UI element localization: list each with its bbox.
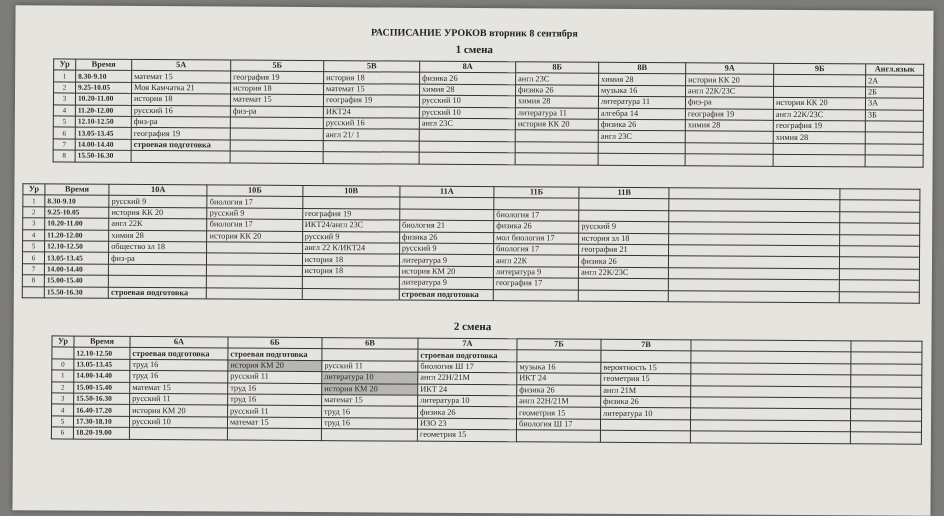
lesson-cell: география 17 bbox=[493, 278, 578, 290]
lesson-cell: математ 15 bbox=[132, 71, 231, 83]
lesson-time: 14.00-14.40 bbox=[74, 370, 130, 382]
lesson-cell bbox=[517, 350, 601, 362]
lesson-cell: история КК 20 bbox=[207, 230, 302, 242]
lesson-cell: физика 26 bbox=[418, 407, 517, 419]
column-header: 11А bbox=[400, 186, 494, 198]
lesson-number: 1 bbox=[54, 70, 76, 82]
lesson-cell bbox=[598, 153, 685, 165]
lesson-cell: Моя Камчатка 21 bbox=[132, 82, 231, 94]
column-header: 7Б bbox=[517, 339, 601, 351]
lesson-cell: химия 28 bbox=[109, 230, 207, 242]
lesson-cell: биология 21 bbox=[399, 220, 493, 232]
column-header: Время bbox=[74, 336, 130, 348]
lesson-cell bbox=[851, 375, 922, 387]
lesson-cell: литература 9 bbox=[399, 277, 493, 289]
schedule-table-shift1-senior bbox=[22, 183, 921, 303]
lesson-cell: 3А bbox=[865, 98, 923, 110]
lesson-cell bbox=[207, 265, 302, 277]
lesson-number bbox=[22, 286, 44, 298]
column-header: 5А bbox=[132, 59, 231, 71]
column-header: Ур bbox=[54, 59, 76, 71]
column-header: 8А bbox=[420, 61, 516, 73]
lesson-number: 3 bbox=[23, 218, 45, 230]
lesson-cell bbox=[685, 143, 773, 155]
lesson-cell: биология Ш 17 bbox=[418, 361, 517, 373]
lesson-number: 5 bbox=[53, 116, 75, 128]
column-header: 11Б bbox=[494, 187, 579, 199]
lesson-cell: история 18 bbox=[302, 254, 399, 266]
lesson-cell: русский 10 bbox=[129, 416, 227, 428]
lesson-cell: геометрия 15 bbox=[601, 373, 691, 385]
lesson-cell bbox=[207, 253, 302, 265]
column-header: 10В bbox=[302, 185, 399, 197]
lesson-cell bbox=[579, 278, 669, 290]
lesson-cell: русский 9 bbox=[399, 243, 493, 255]
lesson-cell bbox=[773, 143, 865, 155]
lesson-cell: литература 10 bbox=[418, 395, 517, 407]
lesson-cell bbox=[865, 121, 923, 133]
lesson-cell bbox=[839, 268, 919, 280]
shift-1-title: 1 смена bbox=[455, 43, 493, 57]
lesson-cell bbox=[600, 419, 690, 431]
lesson-cell: 2Б bbox=[865, 87, 923, 99]
lesson-cell: физика 26 bbox=[579, 255, 669, 267]
lesson-time: 15.50-16.30 bbox=[74, 393, 130, 405]
lesson-cell: геометрия 15 bbox=[517, 407, 601, 419]
lesson-cell: география 19 bbox=[302, 208, 399, 220]
lesson-time: 12.10-12.50 bbox=[75, 116, 131, 128]
lesson-cell: строевая подготовка bbox=[108, 287, 206, 299]
lesson-cell bbox=[207, 276, 302, 288]
lesson-number: 8 bbox=[22, 275, 44, 287]
lesson-cell: англ 22К bbox=[493, 255, 578, 267]
lesson-time: 15.50-16.30 bbox=[44, 286, 108, 298]
lesson-cell: труд 16 bbox=[130, 371, 228, 383]
lesson-time: 10.20-11.00 bbox=[45, 218, 109, 230]
column-header: 8В bbox=[599, 62, 686, 74]
lesson-cell: строевая подготовка bbox=[228, 348, 322, 360]
lesson-cell: англ 23С bbox=[598, 131, 685, 143]
lesson-cell: англ 22К bbox=[109, 218, 207, 230]
column-header bbox=[851, 341, 922, 353]
lesson-cell: физика 26 bbox=[516, 85, 599, 97]
lesson-cell bbox=[839, 257, 919, 269]
lesson-number bbox=[52, 347, 74, 359]
column-header: 10А bbox=[109, 184, 207, 196]
lesson-cell bbox=[773, 154, 865, 166]
lesson-cell bbox=[230, 140, 323, 152]
lesson-cell bbox=[302, 197, 399, 209]
lesson-cell: ИКТ 24 bbox=[517, 373, 601, 385]
lesson-cell: история КМ 20 bbox=[130, 405, 228, 417]
lesson-cell: математ 15 bbox=[227, 417, 321, 429]
lesson-cell bbox=[691, 397, 851, 409]
lesson-cell: математ 15 bbox=[230, 94, 323, 106]
lesson-cell: литература 11 bbox=[515, 107, 598, 119]
lesson-time: 13.05-13.45 bbox=[74, 359, 130, 371]
lesson-cell: математ 15 bbox=[130, 382, 228, 394]
lesson-cell bbox=[839, 280, 919, 292]
lesson-time: 8.30-9.10 bbox=[76, 70, 132, 82]
lesson-time: 16.40-17.20 bbox=[74, 404, 130, 416]
lesson-cell: англ 23С bbox=[516, 73, 599, 85]
lesson-cell: история 18 bbox=[302, 265, 399, 277]
lesson-cell: биология 17 bbox=[494, 209, 579, 221]
lesson-cell: физика 26 bbox=[601, 396, 691, 408]
column-header: Время bbox=[76, 59, 132, 71]
lesson-cell: музыка 16 bbox=[599, 85, 686, 97]
lesson-cell: ИКТ24/англ 23С bbox=[302, 220, 399, 232]
lesson-cell bbox=[865, 155, 923, 167]
lesson-time: 13.05-13.45 bbox=[45, 252, 109, 264]
lesson-cell bbox=[601, 351, 691, 363]
lesson-cell: вероятность 15 bbox=[601, 362, 691, 374]
lesson-cell bbox=[851, 386, 922, 398]
lesson-cell bbox=[494, 198, 579, 210]
lesson-number: 3 bbox=[53, 93, 75, 105]
lesson-cell: физ-ра bbox=[131, 116, 230, 128]
lesson-cell: физика 26 bbox=[517, 384, 601, 396]
lesson-cell: русский 9 bbox=[579, 221, 669, 233]
column-header bbox=[691, 340, 851, 352]
lesson-cell bbox=[321, 429, 417, 441]
lesson-cell: химия 28 bbox=[420, 84, 516, 96]
lesson-cell: русский 10 bbox=[419, 95, 515, 107]
column-header: 6Б bbox=[228, 337, 322, 349]
lesson-cell: русский 11 bbox=[130, 393, 228, 405]
lesson-cell: русский 11 bbox=[228, 371, 322, 383]
column-header: 6В bbox=[322, 338, 418, 350]
lesson-number: 0 bbox=[52, 359, 74, 371]
lesson-time: 14.00-14.40 bbox=[44, 264, 108, 276]
lesson-time: 11.20-12.00 bbox=[45, 229, 109, 241]
lesson-cell: ИКТ24 bbox=[323, 106, 419, 118]
lesson-cell bbox=[322, 349, 418, 361]
lesson-number: 4 bbox=[52, 404, 74, 416]
lesson-cell: 3Б bbox=[865, 109, 923, 121]
lesson-cell: мол биология 17 bbox=[494, 232, 579, 244]
lesson-cell bbox=[669, 290, 839, 302]
lesson-time: 15.00-15.40 bbox=[44, 275, 108, 287]
lesson-cell bbox=[691, 363, 851, 375]
lesson-number: 5 bbox=[51, 416, 73, 428]
lesson-time: 17.30-18.10 bbox=[73, 416, 129, 428]
lesson-cell: география 21 bbox=[579, 244, 669, 256]
lesson-cell bbox=[579, 199, 669, 211]
lesson-cell bbox=[578, 290, 668, 302]
lesson-cell bbox=[691, 374, 851, 386]
lesson-cell bbox=[865, 144, 923, 156]
lesson-cell bbox=[691, 351, 851, 363]
lesson-cell bbox=[850, 432, 921, 444]
lesson-number: 4 bbox=[23, 229, 45, 241]
lesson-number: 2 bbox=[54, 82, 76, 94]
lesson-time: 15.00-15.40 bbox=[74, 382, 130, 394]
column-header: 9А bbox=[686, 63, 774, 75]
lesson-number: 8 bbox=[53, 150, 75, 162]
column-header: 6А bbox=[130, 336, 228, 348]
lesson-cell: математ 15 bbox=[324, 83, 420, 95]
lesson-cell: физика 26 bbox=[420, 73, 516, 85]
lesson-cell: литература 10 bbox=[601, 408, 691, 420]
lesson-cell bbox=[400, 197, 494, 209]
lesson-cell bbox=[685, 154, 773, 166]
lesson-cell bbox=[515, 130, 598, 142]
schedule-table-shift1-middle bbox=[53, 58, 925, 167]
lesson-cell: история КМ 20 bbox=[322, 383, 418, 395]
lesson-cell bbox=[851, 409, 922, 421]
lesson-time: 11.20-12.00 bbox=[75, 105, 131, 117]
lesson-cell: труд 16 bbox=[321, 417, 417, 429]
lesson-number: 7 bbox=[22, 263, 44, 275]
lesson-time: 10.20-11.00 bbox=[75, 93, 131, 105]
lesson-cell: англ 23С bbox=[419, 118, 515, 130]
shift-2-title: 2 смена bbox=[453, 320, 492, 334]
lesson-cell bbox=[515, 141, 598, 153]
lesson-time: 9.25-10.05 bbox=[45, 207, 109, 219]
lesson-number: 3 bbox=[52, 393, 74, 405]
lesson-cell bbox=[419, 152, 515, 164]
lesson-number: 6 bbox=[53, 127, 75, 139]
lesson-cell: биология 17 bbox=[207, 196, 302, 208]
lesson-cell: физ-ра bbox=[230, 106, 323, 118]
lesson-time: 13.05-13.45 bbox=[75, 127, 131, 139]
lesson-cell: русский 11 bbox=[322, 360, 418, 372]
lesson-cell: труд 16 bbox=[228, 383, 322, 395]
lesson-number: 2 bbox=[52, 381, 74, 393]
column-header: 8Б bbox=[516, 62, 599, 74]
lesson-cell bbox=[851, 364, 922, 376]
lesson-cell bbox=[129, 428, 227, 440]
lesson-cell bbox=[323, 152, 419, 164]
lesson-cell bbox=[109, 275, 207, 287]
lesson-cell: география 19 bbox=[323, 95, 419, 107]
column-header: 9Б bbox=[774, 63, 866, 75]
lesson-cell: строевая подготовка bbox=[399, 289, 493, 301]
lesson-cell: труд 16 bbox=[228, 394, 322, 406]
schedule-sheet bbox=[12, 5, 933, 516]
lesson-cell bbox=[207, 242, 302, 254]
lesson-cell: музыка 16 bbox=[517, 362, 601, 374]
lesson-cell bbox=[840, 200, 920, 212]
lesson-cell: строевая подготовка bbox=[131, 139, 230, 151]
lesson-cell bbox=[690, 420, 850, 432]
lesson-cell bbox=[515, 153, 598, 165]
lesson-cell: алгебра 14 bbox=[598, 108, 685, 120]
lesson-cell: общество зл 18 bbox=[109, 241, 207, 253]
lesson-number: 6 bbox=[51, 427, 73, 439]
lesson-cell bbox=[131, 151, 230, 163]
lesson-cell: история КМ 20 bbox=[399, 266, 493, 278]
lesson-time: 9.25-10.05 bbox=[76, 82, 132, 94]
column-header: 7А bbox=[418, 338, 517, 350]
lesson-cell bbox=[302, 277, 399, 289]
lesson-cell: англ 21/ 1 bbox=[323, 129, 419, 141]
lesson-cell: физ-ра bbox=[685, 97, 773, 109]
lesson-cell: англ 22К/23С bbox=[686, 86, 774, 98]
lesson-cell: физика 26 bbox=[598, 119, 685, 131]
lesson-time: 14.00-14.40 bbox=[75, 139, 131, 151]
lesson-cell: русский 11 bbox=[228, 405, 322, 417]
lesson-cell: русский 10 bbox=[419, 107, 515, 119]
lesson-cell: география 19 bbox=[231, 71, 324, 83]
lesson-cell: химия 28 bbox=[599, 74, 686, 86]
lesson-cell: русский 9 bbox=[302, 231, 399, 243]
column-header: Англ.язык bbox=[866, 64, 924, 76]
lesson-time: 15.50-16.30 bbox=[75, 150, 131, 162]
lesson-cell bbox=[600, 430, 690, 442]
lesson-cell: физ-ра bbox=[109, 253, 207, 265]
lesson-cell bbox=[598, 142, 685, 154]
lesson-cell bbox=[865, 132, 923, 144]
lesson-cell: география 19 bbox=[773, 120, 865, 132]
lesson-cell: физика 26 bbox=[399, 232, 493, 244]
lesson-cell bbox=[690, 431, 850, 443]
lesson-cell: литература 9 bbox=[399, 254, 493, 266]
lesson-cell: история КК 20 bbox=[515, 119, 598, 131]
lesson-cell bbox=[839, 223, 919, 235]
lesson-time: 18.20-19.00 bbox=[73, 427, 129, 439]
lesson-cell: труд 16 bbox=[322, 406, 418, 418]
column-header: Ур bbox=[23, 184, 45, 196]
lesson-cell: англ 21М bbox=[601, 385, 691, 397]
lesson-cell: русский 16 bbox=[131, 105, 230, 117]
column-header bbox=[840, 189, 920, 201]
lesson-cell bbox=[323, 140, 419, 152]
lesson-cell bbox=[839, 234, 919, 246]
lesson-cell bbox=[685, 131, 773, 143]
lesson-cell: география 19 bbox=[131, 128, 230, 140]
lesson-cell: биология Ш 17 bbox=[516, 419, 600, 431]
lesson-cell: химия 28 bbox=[685, 120, 773, 132]
lesson-cell bbox=[850, 421, 921, 433]
lesson-cell: история 18 bbox=[231, 83, 324, 95]
lesson-cell: ИКТ 24 bbox=[418, 384, 517, 396]
lesson-cell: русский 9 bbox=[109, 196, 207, 208]
lesson-cell: история 18 bbox=[324, 72, 420, 84]
lesson-cell: история КК 20 bbox=[109, 207, 207, 219]
lesson-cell: история КМ 20 bbox=[228, 360, 322, 372]
lesson-cell bbox=[839, 291, 919, 303]
lesson-cell bbox=[774, 75, 866, 87]
lesson-cell bbox=[419, 141, 515, 153]
lesson-number: 7 bbox=[53, 139, 75, 151]
lesson-cell: литература 9 bbox=[493, 266, 578, 278]
lesson-cell bbox=[230, 151, 323, 163]
lesson-cell: англ 22Н/21М bbox=[418, 372, 517, 384]
lesson-cell bbox=[691, 408, 851, 420]
column-header: 5В bbox=[324, 61, 420, 73]
column-header: 11В bbox=[579, 187, 669, 199]
lesson-cell: история 18 bbox=[131, 94, 230, 106]
lesson-cell bbox=[851, 398, 922, 410]
lesson-cell: физика 26 bbox=[494, 221, 579, 233]
lesson-cell bbox=[839, 246, 919, 258]
lesson-time: 8.30-9.10 bbox=[45, 195, 109, 207]
column-header: 10Б bbox=[207, 185, 302, 197]
lesson-number: 2 bbox=[23, 207, 45, 219]
lesson-cell bbox=[227, 428, 321, 440]
lesson-cell bbox=[230, 117, 323, 129]
lesson-cell bbox=[400, 209, 494, 221]
lesson-number: 1 bbox=[23, 195, 45, 207]
lesson-cell bbox=[691, 385, 851, 397]
lesson-cell: история зл 18 bbox=[579, 233, 669, 245]
lesson-cell: биология 17 bbox=[494, 244, 579, 256]
lesson-cell: строевая подготовка bbox=[418, 350, 517, 362]
lesson-cell: химия 28 bbox=[773, 132, 865, 144]
lesson-cell bbox=[207, 287, 302, 299]
lesson-cell: биология 17 bbox=[207, 219, 302, 231]
page-title: РАСПИСАНИЕ УРОКОВ вторник 8 сентября bbox=[370, 27, 578, 40]
lesson-cell: математ 15 bbox=[322, 395, 418, 407]
lesson-cell bbox=[579, 210, 669, 222]
lesson-cell: история КК 20 bbox=[773, 98, 865, 110]
lesson-cell: 2А bbox=[866, 75, 924, 87]
lesson-cell: строевая подготовка bbox=[130, 348, 228, 360]
lesson-cell bbox=[419, 130, 515, 142]
lesson-cell bbox=[109, 264, 207, 276]
lesson-time: 12.10-12.50 bbox=[74, 347, 130, 359]
lesson-cell: история КК 20 bbox=[686, 74, 774, 86]
lesson-cell bbox=[302, 288, 399, 300]
lesson-cell bbox=[774, 86, 866, 98]
lesson-number: 1 bbox=[52, 370, 74, 382]
lesson-cell: химия 28 bbox=[515, 96, 598, 108]
lesson-cell bbox=[516, 430, 600, 442]
lesson-cell: ИЗО 23 bbox=[417, 418, 516, 430]
lesson-cell bbox=[493, 289, 578, 301]
column-header: 5Б bbox=[231, 60, 324, 72]
lesson-cell: география 19 bbox=[685, 108, 773, 120]
lesson-time: 12.10-12.50 bbox=[45, 241, 109, 253]
lesson-cell: англ 22Н/21М bbox=[517, 396, 601, 408]
lesson-cell: геометрия 15 bbox=[417, 429, 516, 441]
lesson-cell: русский 16 bbox=[323, 118, 419, 130]
lesson-cell bbox=[230, 128, 323, 140]
lesson-number: 6 bbox=[22, 252, 44, 264]
lesson-cell: литература 10 bbox=[322, 372, 418, 384]
lesson-cell: англ 22К/23С bbox=[773, 109, 865, 121]
lesson-number: 4 bbox=[53, 104, 75, 116]
lesson-cell: русский 9 bbox=[207, 208, 302, 220]
column-header: 7В bbox=[601, 339, 691, 351]
lesson-cell: литература 11 bbox=[598, 96, 685, 108]
lesson-cell: труд 16 bbox=[130, 359, 228, 371]
schedule-table-shift2 bbox=[51, 335, 923, 444]
lesson-cell bbox=[851, 352, 922, 364]
column-header: Время bbox=[45, 184, 109, 196]
lesson-number: 5 bbox=[23, 241, 45, 253]
lesson-cell: англ 22 К/ИКТ24 bbox=[302, 242, 399, 254]
column-header: Ур bbox=[52, 336, 74, 348]
lesson-cell bbox=[840, 212, 920, 224]
lesson-cell: англ 22К/23С bbox=[579, 267, 669, 279]
